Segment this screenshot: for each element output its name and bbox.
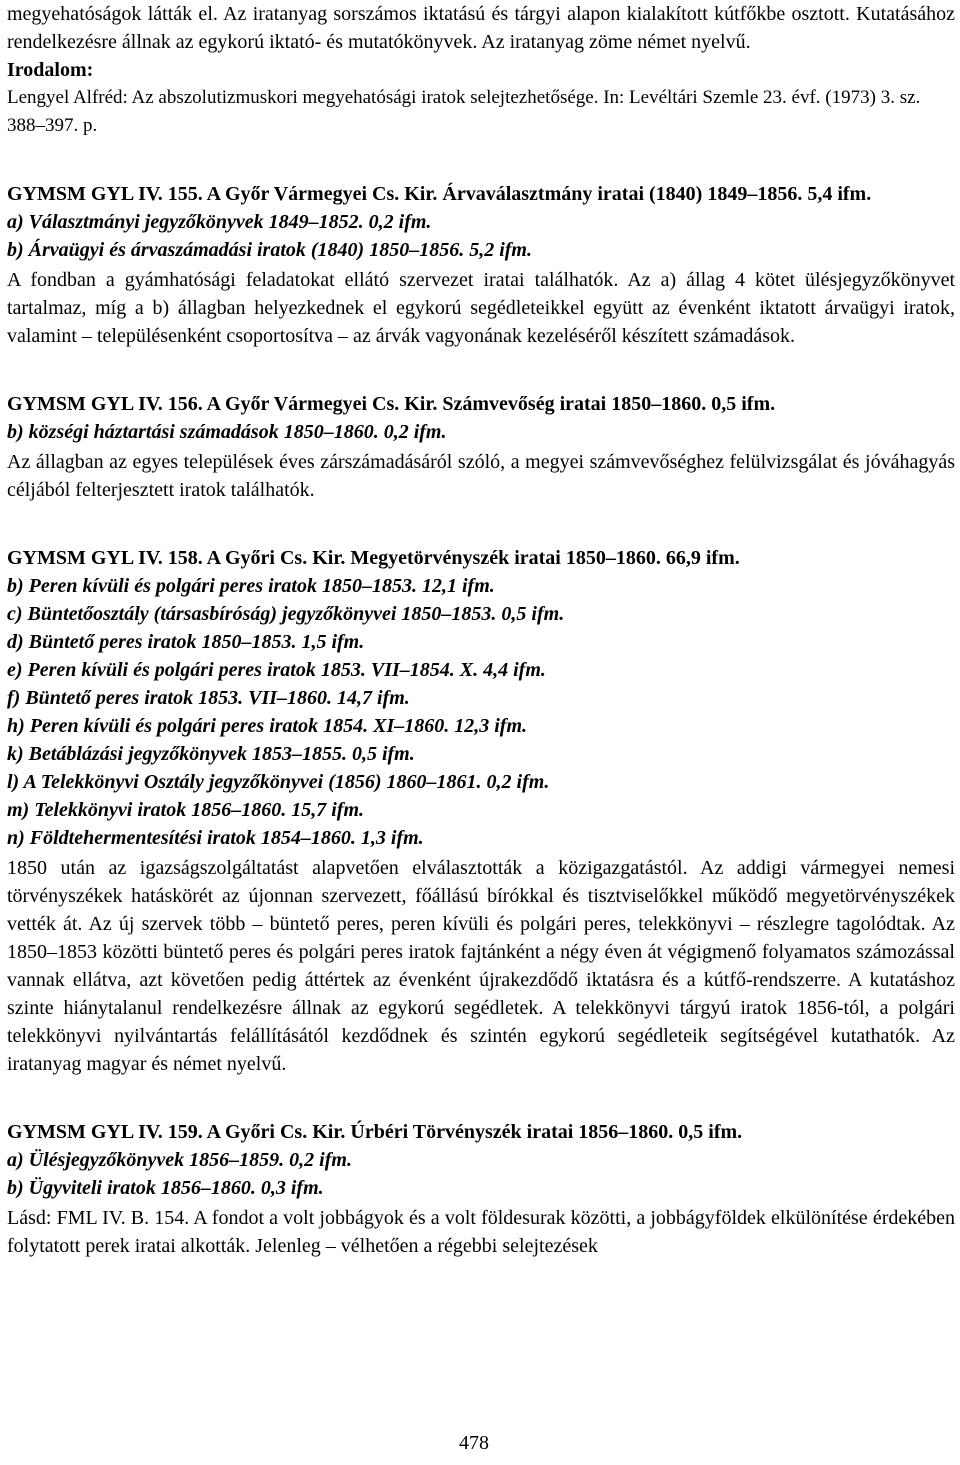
spacer xyxy=(7,140,955,180)
fond-item: l) A Telekkönyvi Osztály jegyzőkönyvei (1856) 1860–1861. 0,2 ifm. xyxy=(7,771,550,793)
fond-title: GYMSM GYL IV. 159. A Győri Cs. Kir. Úrbéri Törvényszék iratai 1856–1860. 0,5 ifm. xyxy=(7,1121,743,1143)
fond-description: Lásd: FML IV. B. 154. A fondot a volt jobbágyok és a volt földesurak közötti, a jobbágyföldek elkülönítése érdekében folytatott perek iratai alkották. Jelenleg – vélhetően a régebbi selejtezések xyxy=(7,1207,955,1257)
literature-reference: Lengyel Alfréd: Az abszolutizmuskori megyehatósági iratok selejtezhetősége. In: Levéltári Szemle 23. évf. (1973) 3. sz. 388–397. p. xyxy=(7,87,921,136)
document-page xyxy=(7,0,955,1260)
fond-156 xyxy=(7,390,955,504)
fond-item: b) községi háztartási számadások 1850–1860. 0,2 ifm. xyxy=(7,421,447,443)
fond-item: k) Betáblázási jegyzőkönyvek 1853–1855. 0,5 ifm. xyxy=(7,743,415,765)
fond-item: m) Telekkönyvi iratok 1856–1860. 15,7 ifm. xyxy=(7,799,365,821)
fond-item: d) Büntető peres iratok 1850–1853. 1,5 ifm. xyxy=(7,631,365,653)
fond-159 xyxy=(7,1118,955,1260)
fond-item: h) Peren kívüli és polgári peres iratok 1854. XI–1860. 12,3 ifm. xyxy=(7,715,527,737)
fond-item: a) Ülésjegyzőkönyvek 1856–1859. 0,2 ifm. xyxy=(7,1149,352,1171)
intro-paragraph: megyehatóságok látták el. Az iratanyag sorszámos iktatású és tárgyi alapon kialakított kútfőkbe osztott. Kutatásához rendelkezésre állnak az egykorú iktató- és mutatókönyvek. Az iratanyag zöme német nyelvű. xyxy=(7,3,955,53)
spacer xyxy=(7,504,955,544)
literature-heading: Irodalom: xyxy=(7,59,94,81)
fond-description: Az állagban az egyes települések éves zárszámadásáról szóló, a megyei számvevőséghez felülvizsgálat és jóváhagyás céljából felterjesztett iratok találhatók. xyxy=(7,451,955,501)
fond-title: GYMSM GYL IV. 156. A Győr Vármegyei Cs. Kir. Számvevőség iratai 1850–1860. 0,5 ifm. xyxy=(7,393,776,415)
fond-155 xyxy=(7,180,955,350)
fond-description: A fondban a gyámhatósági feladatokat ellátó szervezet iratai találhatók. Az a) állag 4 kötet ülésjegyzőkönyvet tartalmaz, míg a b) állagban helyezkednek el egykorú segédleteikkel együtt az évenként iktatott árvaügyi iratok, valamint – településenként csoportosítva – az árvák vagyonának kezeléséről készített számadások. xyxy=(7,269,955,347)
spacer xyxy=(7,1078,955,1118)
fond-item: e) Peren kívüli és polgári peres iratok 1853. VII–1854. X. 4,4 ifm. xyxy=(7,659,546,681)
page-number: 478 xyxy=(459,1432,489,1454)
fond-item: a) Választmányi jegyzőkönyvek 1849–1852. 0,2 ifm. xyxy=(7,211,432,233)
fond-title: GYMSM GYL IV. 158. A Győri Cs. Kir. Megyetörvényszék iratai 1850–1860. 66,9 ifm. xyxy=(7,547,740,569)
fond-item: f) Büntető peres iratok 1853. VII–1860. 14,7 ifm. xyxy=(7,687,410,709)
fond-158 xyxy=(7,544,955,1078)
fond-item: b) Árvaügyi és árvaszámadási iratok (1840) 1850–1856. 5,2 ifm. xyxy=(7,239,532,261)
fond-item: b) Ügyviteli iratok 1856–1860. 0,3 ifm. xyxy=(7,1177,324,1199)
fond-item: b) Peren kívüli és polgári peres iratok 1850–1853. 12,1 ifm. xyxy=(7,575,495,597)
fond-description: 1850 után az igazságszolgáltatást alapvetően elválasztották a közigazgatástól. Az addigi vármegyei nemesi törvényszékek hatáskörét az újonnan szervezett, főállású bírókkal és tisztviselőkkel működő megyetörvényszékek vették át. Az új szervek több – büntető peres, peren kívüli és polgári peres, telekkönyvi – részlegre tagolódtak. Az 1850–1853 közötti büntető peres és polgári peres iratok fajtánként a négy éven át végigmenő folyamatos számozással vannak ellátva, azt követően pedig áttértek az évenként újrakezdődő iktatásra és a kútfő-rendszerre. A kutatáshoz szinte hiánytalanul rendelkezésre állnak az egykorú segédletek. A telekkönyvi tárgyú iratok 1856-tól, a polgári telekkönyvi nyilvántartás felállításától kezdődnek és szintén egykorú segédleteik segítségével kutathatók. Az iratanyag magyar és német nyelvű. xyxy=(7,857,955,1075)
fond-item: c) Büntetőosztály (társasbíróság) jegyzőkönyvei 1850–1853. 0,5 ifm. xyxy=(7,603,565,625)
fond-title: GYMSM GYL IV. 155. A Győr Vármegyei Cs. Kir. Árvaválasztmány iratai (1840) 1849–1856. 5,4 ifm. xyxy=(7,183,872,205)
fond-item: n) Földtehermentesítési iratok 1854–1860. 1,3 ifm. xyxy=(7,827,424,849)
spacer xyxy=(7,350,955,390)
